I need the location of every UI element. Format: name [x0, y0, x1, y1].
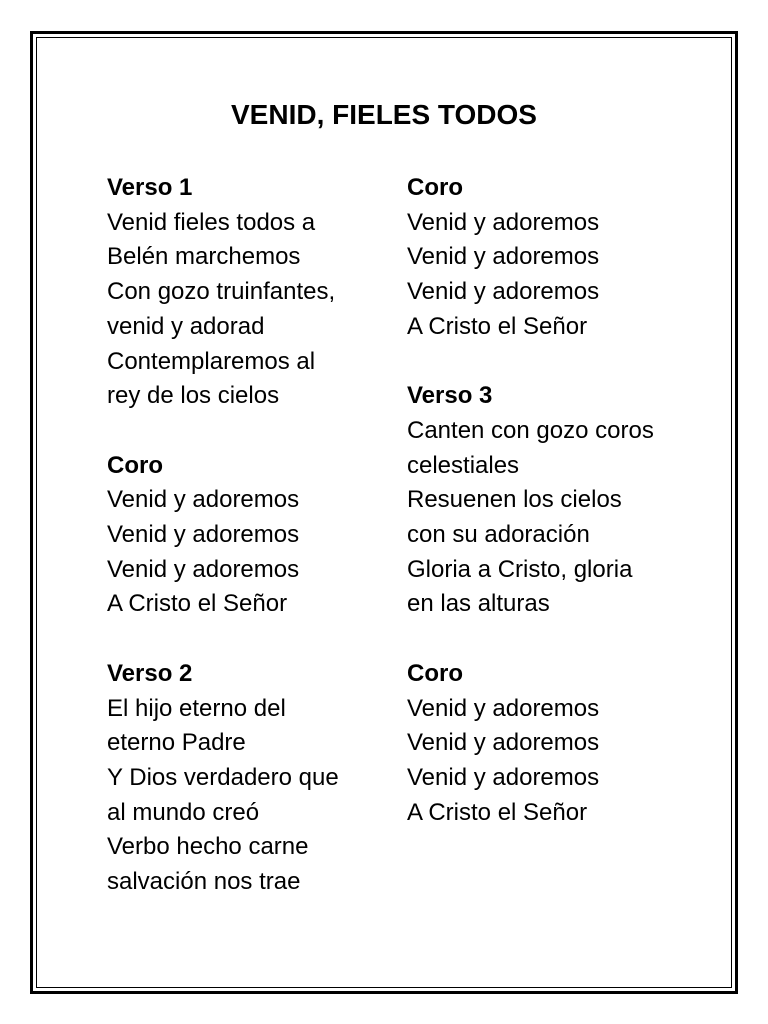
lyric-line: A Cristo el Señor — [407, 312, 588, 340]
lyric-line: al mundo creó — [107, 798, 260, 826]
lyric-line: rey de los cielos — [107, 382, 280, 410]
song-title: VENID, FIELES TODOS — [231, 99, 537, 130]
section-heading: Coro — [407, 659, 463, 687]
lyric-line: Resuenen los cielos — [407, 486, 622, 514]
lyric-line: A Cristo el Señor — [407, 798, 588, 826]
lyric-line: eterno Padre — [107, 729, 246, 757]
lyric-line: El hijo eterno del — [107, 694, 286, 722]
section-chorus-1 — [107, 449, 377, 623]
lyric-line: Contemplaremos al — [107, 347, 316, 375]
section-verse-3 — [407, 379, 697, 622]
section-chorus-3 — [407, 657, 697, 831]
lyric-line: Venid y adoremos — [107, 486, 300, 514]
lyric-line: salvación nos trae — [107, 868, 301, 896]
lyric-line: A Cristo el Señor — [107, 590, 288, 618]
right-column — [407, 171, 697, 865]
section-heading: Verso 1 — [107, 174, 193, 201]
section-verse-2 — [107, 657, 377, 900]
lyric-line: Venid y adoremos — [407, 278, 600, 306]
lyric-line: Y Dios verdadero que — [107, 763, 339, 791]
lyric-line: Venid y adoremos — [407, 694, 600, 722]
lyric-line: Venid y adoremos — [407, 763, 600, 791]
left-column — [107, 171, 377, 934]
lyric-line: Venid y adoremos — [107, 521, 300, 549]
lyric-line: Venid y adoremos — [407, 243, 600, 271]
lyric-line: celestiales — [407, 451, 520, 479]
section-heading: Coro — [407, 174, 463, 201]
section-heading: Coro — [107, 451, 163, 479]
lyric-line: Gloria a Cristo, gloria — [407, 555, 633, 583]
lyric-line: Canten con gozo coros — [407, 416, 654, 444]
lyric-line: venid y adorad — [107, 312, 265, 340]
lyric-line: Con gozo truinfantes, — [107, 278, 336, 306]
lyric-line: con su adoración — [407, 521, 590, 549]
section-heading: Verso 3 — [407, 382, 493, 410]
lyric-line: en las alturas — [407, 590, 550, 618]
lyric-line: Venid y adoremos — [407, 208, 600, 236]
lyric-line: Venid fieles todos a — [107, 208, 316, 236]
lyric-line: Verbo hecho carne — [107, 833, 309, 861]
lyric-line: Belén marchemos — [107, 243, 301, 271]
section-verse-1 — [107, 171, 377, 414]
section-chorus-2 — [407, 171, 697, 345]
lyric-line: Venid y adoremos — [107, 555, 300, 583]
section-heading: Verso 2 — [107, 659, 193, 687]
lyric-line: Venid y adoremos — [407, 729, 600, 757]
